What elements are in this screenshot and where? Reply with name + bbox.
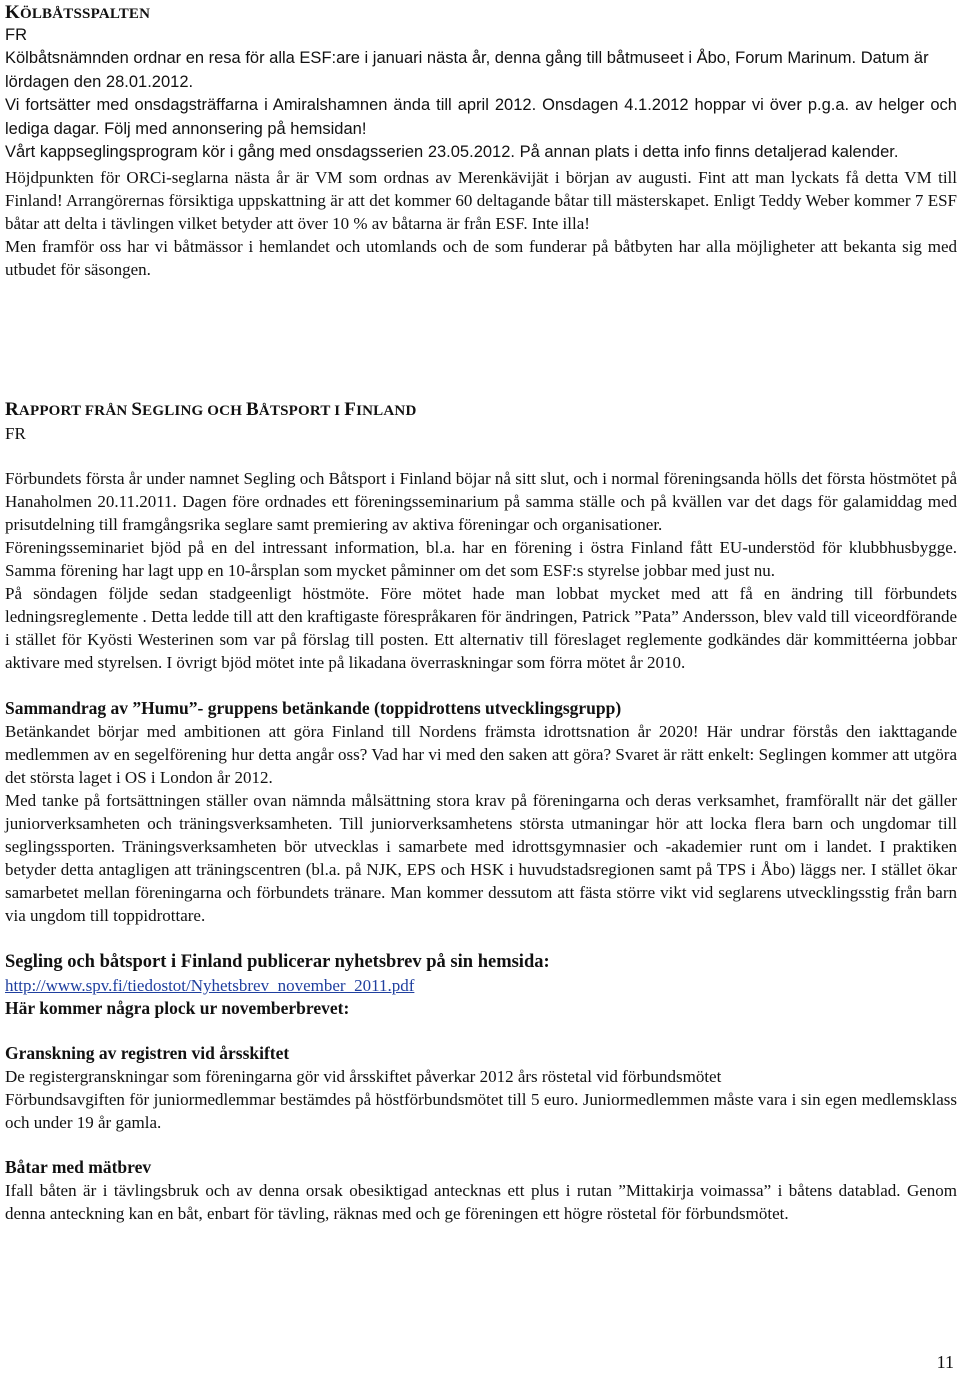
- paragraph: Med tanke på fortsättningen ställer ovan nämnda målsättning stora krav på föreningarna och deras verksamhet, framförallt när det gäller juniorverksamheten och träningsverksamheten. Till juniorverksamhetens största utmaningar hör att locka flera barn och ungdomar till seglingssporten. Träningsverksamheten bör utvecklas i samarbete med idrottsgymnasier och -akademier runt om i landet. I praktiken betyder detta antagligen att träningscentren (bl.a. på NJK, EPS och HSK i huvudstadsregionen samt på TPS i Åbo) läggs ner. I stället ökar samarbetet mellan föreningarna och förbundets tränare. Man kommer dessutom att fästa större vikt vid seglarens utvecklingsstig från barn via ungdom till toppidrottare.: [5, 791, 957, 925]
- title-part: EGLING OCH: [142, 403, 247, 419]
- paragraph: Förbundets första år under namnet Segling och Båtsport i Finland böjar nå sitt slut, och i normal föreningsanda hölls det första höstmötet på Hanaholmen 20.11.2011. Dagen före ordnades ett föreningsseminarium på samma ställe och på kvällen var det dags för galamiddag med prisutdelning till framgångsrika seglare samt premiering av aktiva föreningar och organisationer.: [5, 469, 957, 534]
- paragraph: Vi fortsätter med onsdagsträffarna i Amiralshamnen ända till april 2012. Onsdagen 4.1.2012 hoppar vi över p.g.a. av helger och lediga dagar. Följ med annonsering på hemsidan!: [5, 96, 957, 138]
- title-part: ÖLBÅTSSPALTEN: [19, 6, 151, 22]
- paragraph: På söndagen följde sedan stadgeenligt höstmöte. Före mötet hade man lobbat mycket med att få en ändring till förbundets ledningsreglemente . Detta ledde till att den kraftigaste förespråkaren för ändringen, Patrick ”Pata” Andersson, blev vald till viceordförande i stället för Kyösti Westerinen som var på förslag till posten. Ett alternativ till föreslaget reglemente godkändes där kommittéerna jobbar aktivare med styrelsen. I övrigt bjöd mötet inte på likadana överraskningar som förra mötet år 2010.: [5, 584, 957, 672]
- humu-heading: Sammandrag av ”Humu”- gruppens betänkande (toppidrottens utvecklingsgrupp): [5, 698, 622, 718]
- title-part: INLAND: [356, 403, 417, 419]
- paragraph: Förbundsavgiften för juniormedlemmar bestämdes på höstförbundsmötet till 5 euro. Juniormedlemmen måste vara i sin egen medlemsklass och under 19 år gamla.: [5, 1090, 957, 1132]
- newsletter-subheading: Här kommer några plock ur novemberbrevet:: [5, 998, 350, 1018]
- title-part: S: [131, 399, 143, 420]
- title-part: ÅTSPORT I: [258, 403, 345, 419]
- section-title: [5, 0, 957, 24]
- paragraph: Betänkandet börjar med ambitionen att göra Finland till Nordens främsta idrottsnation år 2020! Här undrar förstås den iakttagande medlemmen av en segelförening hur detta angår oss? Vad har vi med den saken att göra? Svaret är rätt enkelt: Seglingen kommer att utgöra det största laget i OS i London år 2012.: [5, 722, 957, 787]
- paragraph: Höjdpunkten för ORCi-seglarna nästa år är VM som ordnas av Merenkävijät i början av augusti. Fint att man lyckats få detta VM till Finland! Arrangörernas försiktiga uppskattning är att det kommer 60 deltagande båtar till mästerskapet. Enligt Teddy Weber kommer 7 ESF båtar att delta i tävlingen vilket betyder att över 10 % av båtarna är från ESF. Inte illa!: [5, 167, 957, 233]
- paragraph: Men framför oss har vi båtmässor i hemlandet och utomlands och de som funderar på båtbyten har alla möjligheter att bekanta sig med utbudet för säsongen.: [5, 236, 957, 279]
- paragraph: De registergranskningar som föreningarna gör vid årsskiftet påverkar 2012 års röstetal vid förbundsmötet: [5, 1067, 722, 1086]
- paragraph: Föreningsseminariet bjöd på en del intressant information, bl.a. har en förening i östra Finland fått EU-understöd för klubbhusbygge. Samma förening har lagt upp en 10-årsplan som mycket påminner om det som ESF:s styrelse jobbar med just nu.: [5, 538, 957, 580]
- section-rapport: [5, 398, 957, 1225]
- matbrev-heading: Båtar med mätbrev: [5, 1157, 152, 1177]
- title-part: B: [246, 399, 259, 420]
- title-part: APPORT FRÅN: [18, 403, 132, 419]
- paragraph: Ifall båten är i tävlingsbruk och av denna orsak obesiktigad antecknas ett plus i rutan ”Mittakirja voimassa” i båtens datablad. Genom denna anteckning kan en båt, enbart för tävling, räknas med och ge föreningen ett högre röstetal för förbundsmötet.: [5, 1181, 957, 1223]
- byline: FR: [5, 424, 26, 443]
- paragraph: Kölbåtsnämnden ordnar en resa för alla ESF:are i januari nästa år, denna gång till båtmuseet i Åbo, Forum Marinum. Datum är lördagen den 28.01.2012.: [5, 49, 929, 91]
- byline: FR: [5, 26, 27, 44]
- newsletter-link[interactable]: http://www.spv.fi/tiedostot/Nyhetsbrev_november_2011.pdf: [5, 976, 415, 995]
- section-kolbatsspalten: [5, 0, 957, 281]
- granskning-heading: Granskning av registren vid årsskiftet: [5, 1043, 290, 1063]
- title-part: R: [5, 399, 19, 420]
- paragraph: Vårt kappseglingsprogram kör i gång med onsdagsserien 23.05.2012. På annan plats i detta info finns detaljerad kalender.: [5, 143, 899, 161]
- newsletter-heading: Segling och båtsport i Finland publicerar nyhetsbrev på sin hemsida:: [5, 952, 550, 972]
- section-title: [5, 398, 957, 422]
- page-number: 11: [936, 1352, 954, 1372]
- title-part: K: [5, 2, 20, 23]
- title-part: F: [344, 399, 357, 420]
